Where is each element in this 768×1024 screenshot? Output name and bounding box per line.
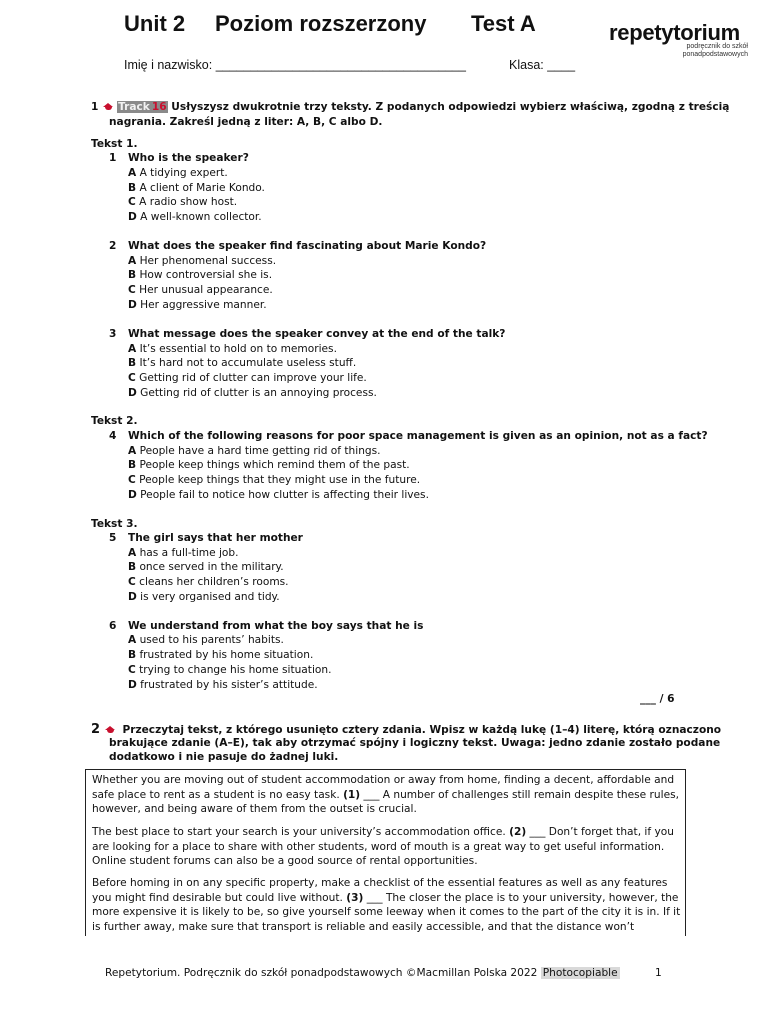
q6-option-c xyxy=(128,664,331,676)
option-letter: A xyxy=(128,343,137,355)
brand-subtitle-line-2: ponadpodstawowych xyxy=(682,51,748,58)
option-text: frustrated by his home situation. xyxy=(136,649,314,661)
unit-title: Unit 2 xyxy=(124,11,186,36)
reading-text-box xyxy=(85,769,686,936)
option-text: A radio show host. xyxy=(135,196,238,208)
text-3-label: Tekst 3. xyxy=(91,518,138,530)
footer-copyright: Repetytorium. Podręcznik do szkół ponadpodstawowych ©Macmillan Polska 2022 xyxy=(105,967,541,979)
q1-option-d xyxy=(128,211,262,223)
task-1-instruction-line-2: nagrania. Zakreśl jedną z liter: A, B, C albo D. xyxy=(109,116,383,128)
option-text: A well-known collector. xyxy=(136,211,262,223)
option-text: Her phenomenal success. xyxy=(136,255,277,267)
question-6-number: 6 xyxy=(109,620,117,632)
brand-subtitle xyxy=(676,43,748,59)
question-4-text: Which of the following reasons for poor space management is given as an opinion, not as a fact? xyxy=(128,430,708,442)
paragraph-2 xyxy=(92,825,681,869)
option-text: It’s hard not to accumulate useless stuff. xyxy=(136,357,357,369)
q1-option-a xyxy=(128,167,228,179)
question-6-text: We understand from what the boy says that he is xyxy=(128,620,424,632)
option-letter: B xyxy=(128,561,137,573)
option-text: A client of Marie Kondo. xyxy=(136,182,265,194)
task-2-number: 2 xyxy=(91,722,101,737)
option-letter: D xyxy=(128,299,137,311)
option-letter: B xyxy=(128,357,137,369)
option-letter: C xyxy=(128,576,136,588)
q5-option-d xyxy=(128,591,280,603)
option-text: once served in the military. xyxy=(136,561,284,573)
option-text: Her unusual appearance. xyxy=(135,284,273,296)
task-2-instruction-line-2: brakujące zdanie (A–E), tak aby otrzymać spójny i logiczny tekst. Uwaga: jedno zdanie zostało podane xyxy=(109,737,721,749)
name-field: Imię i nazwisko: ____________________________________ xyxy=(124,58,466,72)
q3-option-a xyxy=(128,343,337,355)
question-3-text: What message does the speaker convey at the end of the talk? xyxy=(128,328,506,340)
q6-option-d xyxy=(128,679,318,691)
option-text: trying to change his home situation. xyxy=(135,664,332,676)
q1-option-b xyxy=(128,182,265,194)
task-2-instruction-text-1: Przeczytaj tekst, z którego usunięto cztery zdania. Wpisz w każdą lukę (1–4) literę, którą oznaczono xyxy=(122,724,722,736)
question-5-text: The girl says that her mother xyxy=(128,532,303,544)
option-text: is very organised and tidy. xyxy=(136,591,280,603)
question-2-text: What does the speaker find fascinating about Marie Kondo? xyxy=(128,240,487,252)
track-number: 16 xyxy=(151,101,167,113)
option-text: cleans her children’s rooms. xyxy=(135,576,289,588)
page-number: 1 xyxy=(655,967,662,979)
q2-option-c xyxy=(128,284,273,296)
paragraph-1 xyxy=(92,773,681,817)
q5-option-c xyxy=(128,576,289,588)
graduation-cap-icon xyxy=(103,102,114,110)
gap-1-marker: (1) xyxy=(343,788,361,801)
paragraph-text: Whether you are moving out of student accommodation or away from home, finding a decent, affordable and safe place to rent as a student is no easy task. xyxy=(92,774,675,801)
option-letter: D xyxy=(128,591,137,603)
graduation-cap-icon xyxy=(105,725,116,733)
option-text: Getting rid of clutter can improve your life. xyxy=(135,372,367,384)
option-letter: C xyxy=(128,196,136,208)
q6-option-b xyxy=(128,649,313,661)
q2-option-d xyxy=(128,299,267,311)
option-letter: A xyxy=(128,634,137,646)
class-field: Klasa: ____ xyxy=(509,58,576,72)
q4-option-b xyxy=(128,459,410,471)
photocopiable-badge: Photocopiable xyxy=(542,967,618,979)
task-2-instruction-line-3: dodatkowo i nie pasuje do żadnej luki. xyxy=(109,751,339,763)
paragraph-text: ___ Don’t forget that, if you are looking for a place to share with other students, word of mouth is a great way to get useful information. Online student forums can also be a good source of rental opportunities. xyxy=(92,826,674,868)
option-text: People keep things that they might use in the future. xyxy=(135,474,421,486)
option-letter: C xyxy=(128,664,136,676)
option-letter: A xyxy=(128,445,137,457)
question-5-number: 5 xyxy=(109,532,117,544)
option-letter: D xyxy=(128,489,137,501)
option-letter: A xyxy=(128,255,137,267)
task-2-instruction-line-1 xyxy=(91,722,721,737)
option-letter: B xyxy=(128,182,137,194)
option-text: used to his parents’ habits. xyxy=(136,634,284,646)
track-label: Track xyxy=(118,101,150,113)
brand-logo: repetytorium xyxy=(609,20,740,45)
q4-option-d xyxy=(128,489,429,501)
paragraph-text: Before homing in on any specific property, make a checklist of the essential features as well as any features you might find desirable but could live without. xyxy=(92,877,668,904)
q3-option-c xyxy=(128,372,367,384)
paragraph-text: ___ The closer the place is to your university, however, the more expensive it is likely to be, so give yourself some leeway when it comes to the part of the city it is in. If it is further away, make sure that transport is reliable and easily accessible, and that the distance won’t xyxy=(92,891,681,933)
brand-subtitle-line-1: podręcznik do szkół xyxy=(686,43,748,50)
q2-option-a xyxy=(128,255,276,267)
option-letter: A xyxy=(128,547,137,559)
q5-option-a xyxy=(128,547,239,559)
option-text: has a full-time job. xyxy=(136,547,239,559)
question-1-number: 1 xyxy=(109,152,117,164)
task-1-instruction-text-1: Usłyszysz dwukrotnie trzy teksty. Z podanych odpowiedzi wybierz właściwą, zgodną z treścią xyxy=(171,101,730,113)
option-text: frustrated by his sister’s attitude. xyxy=(136,679,318,691)
option-text: How controversial she is. xyxy=(136,269,273,281)
option-letter: C xyxy=(128,284,136,296)
task-1-number: 1 xyxy=(91,101,99,113)
option-text: People keep things which remind them of the past. xyxy=(136,459,410,471)
option-letter: A xyxy=(128,167,137,179)
option-text: It’s essential to hold on to memories. xyxy=(136,343,337,355)
text-2-label: Tekst 2. xyxy=(91,415,138,427)
question-4-number: 4 xyxy=(109,430,117,442)
option-letter: D xyxy=(128,211,137,223)
option-text: Her aggressive manner. xyxy=(136,299,267,311)
paragraph-3 xyxy=(92,876,681,934)
q4-option-c xyxy=(128,474,420,486)
question-2-number: 2 xyxy=(109,240,117,252)
question-3-number: 3 xyxy=(109,328,117,340)
level-title: Poziom rozszerzony xyxy=(215,11,427,36)
q1-option-c xyxy=(128,196,237,208)
task-1-score: ___ / 6 xyxy=(640,693,675,705)
option-letter: B xyxy=(128,459,137,471)
task-1-instruction-line-1 xyxy=(91,101,729,113)
option-letter: C xyxy=(128,372,136,384)
option-text: A tidying expert. xyxy=(136,167,228,179)
gap-3-marker: (3) xyxy=(346,891,364,904)
q3-option-b xyxy=(128,357,356,369)
option-letter: B xyxy=(128,269,137,281)
paragraph-text: ___ A number of challenges still remain despite these rules, however, and being aware of them from the outset is crucial. xyxy=(92,788,679,816)
option-letter: C xyxy=(128,474,136,486)
paragraph-text: The best place to start your search is your university’s accommodation office. xyxy=(92,826,510,838)
q2-option-b xyxy=(128,269,272,281)
option-text: People fail to notice how clutter is affecting their lives. xyxy=(136,489,429,501)
option-letter: D xyxy=(128,679,137,691)
test-title: Test A xyxy=(471,11,536,36)
question-1-text: Who is the speaker? xyxy=(128,152,249,164)
q5-option-b xyxy=(128,561,284,573)
q6-option-a xyxy=(128,634,284,646)
q3-option-d xyxy=(128,387,377,399)
option-text: Getting rid of clutter is an annoying process. xyxy=(136,387,377,399)
gap-2-marker: (2) xyxy=(509,826,527,838)
text-1-label: Tekst 1. xyxy=(91,138,138,150)
page-footer xyxy=(105,967,620,979)
option-text: People have a hard time getting rid of things. xyxy=(136,445,381,457)
q4-option-a xyxy=(128,445,381,457)
option-letter: D xyxy=(128,387,137,399)
option-letter: B xyxy=(128,649,137,661)
